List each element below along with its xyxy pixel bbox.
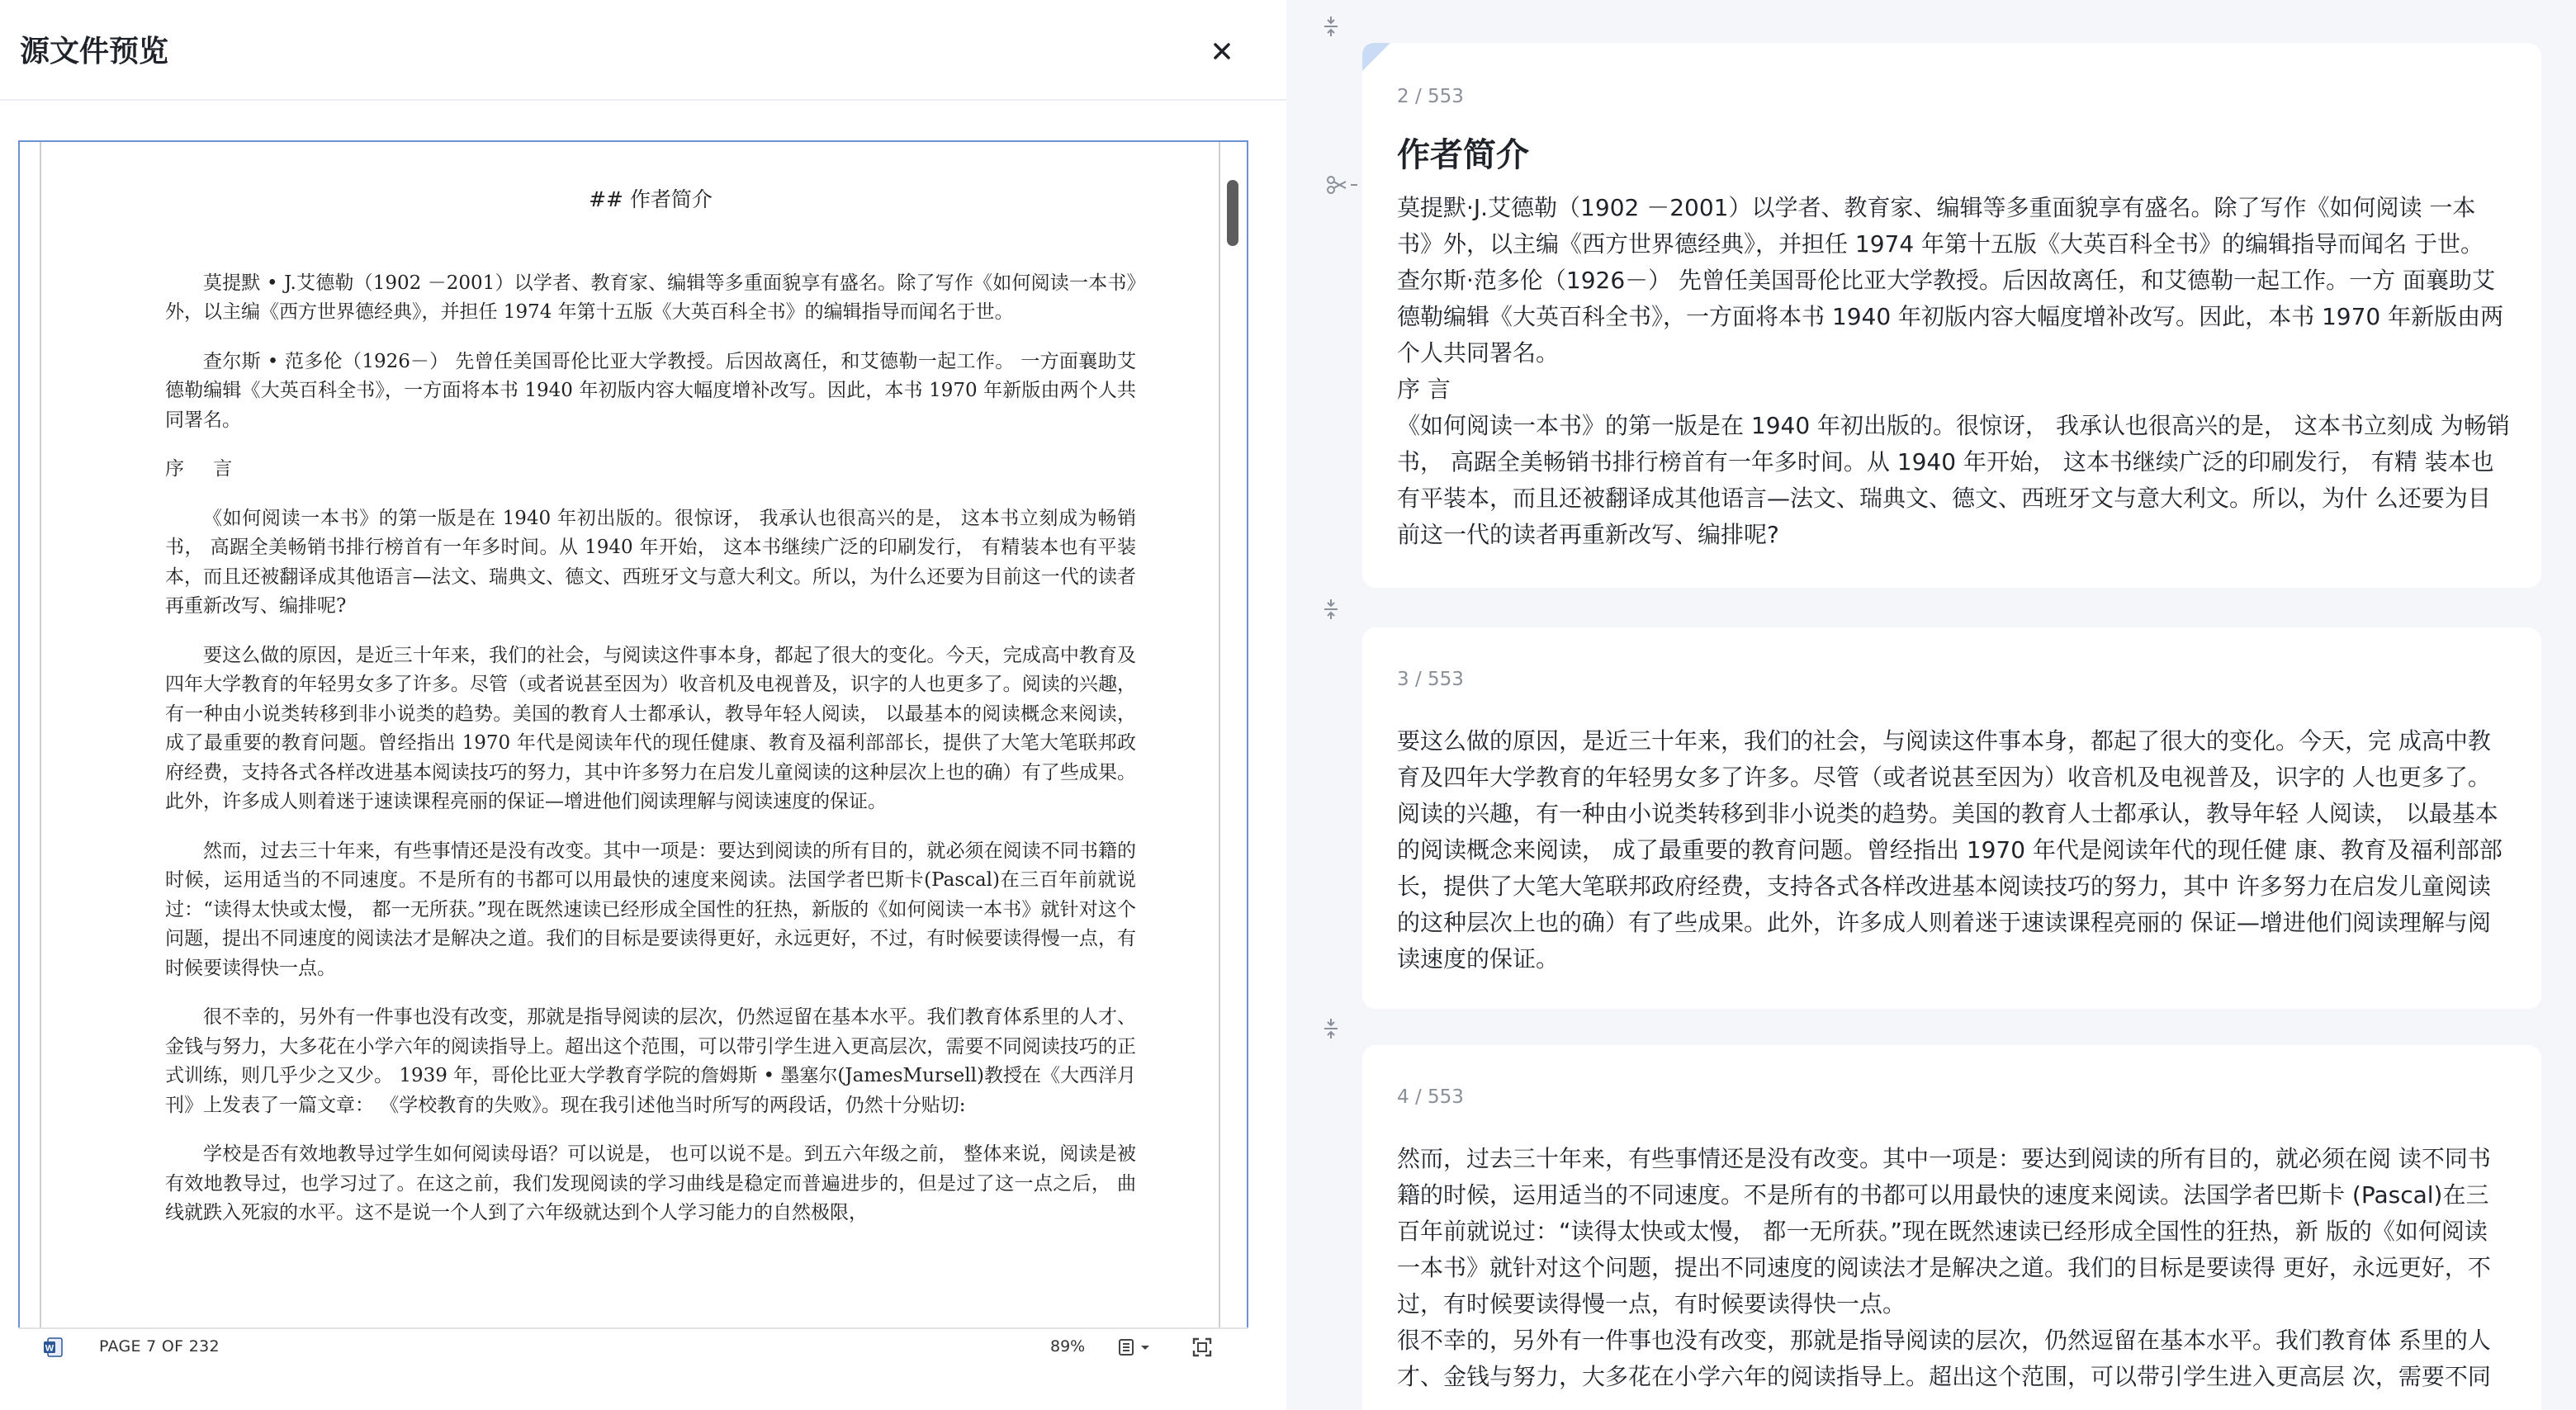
doc-paragraph: 莫提默 • J.艾德勒（1902 －2001）以学者、教育家、编辑等多重面貌享有盛名。除了写作《如何阅读一本书》外，以主编《西方世界德经典》，并担任 1974 年第十五版《大英百科全书》的编辑指导而闻名于世。 <box>165 272 1136 323</box>
merge-icon[interactable] <box>1319 598 1342 621</box>
chunk-line: 查尔斯·范多伦（1926－） 先曾任美国哥伦比亚大学教授。后因故离任，和艾德勒一起工作。一方 面襄助艾德勒编辑《大英百科全书》，一方面将本书 1940 年初版内容大幅度增补改写。因此，本书 1970 年新版由两个人共同署名。 <box>1397 267 2504 367</box>
chunk-line: 很不幸的，另外有一件事也没有改变，那就是指导阅读的层次，仍然逗留在基本水平。我们教育体 系里的人才、金钱与努力，大多花在小学六年的阅读指导上。超出这个范围，可以带引学生进入更高层 次，需要不同 <box>1397 1327 2491 1390</box>
doc-heading: ## 作者简介 <box>589 187 713 211</box>
preview-header <box>0 0 1286 101</box>
zoom-level[interactable]: 89% <box>1050 1337 1086 1356</box>
document-viewer[interactable] <box>18 140 1248 1360</box>
close-button[interactable] <box>1207 36 1237 66</box>
fullscreen-icon <box>1191 1336 1214 1359</box>
doc-preface-label: 序 言 <box>165 458 244 480</box>
word-doc-icon <box>41 1336 64 1359</box>
view-mode-icon <box>1116 1336 1161 1359</box>
chunk-title: 作者简介 <box>1397 136 1529 174</box>
document-page <box>40 142 1220 1331</box>
document-scrollbar[interactable] <box>1227 180 1238 246</box>
chunk-card[interactable] <box>1362 627 2541 1009</box>
doc-paragraph: 学校是否有效地教导过学生如何阅读母语？可以说是， 也可以说不是。到五六年级之前， 整体来说，阅读是被有效地教导过，也学习过了。在这之前，我们发现阅读的学习曲线是稳定而普遍进步的，但是过了这一点之后， 曲线就跌入死寂的水平。这不是说一个人到了六年级就达到个人学习能力的自然极限， <box>165 1143 1136 1223</box>
chunk-line: 要这么做的原因，是近三十年来，我们的社会，与阅读这件事本身，都起了很大的变化。今天，完 成高中教育及四年大学教育的年轻男女多了许多。尽管（或者说甚至因为）收音机及电视普及，识字的 人也更多了。阅读的兴趣，有一种由小说类转移到非小说类的趋势。美国的教育人士都承认，教导年轻 人阅读， 以最基本的阅读概念来阅读， 成了最重要的教育问题。曾经指出 1970 年代是阅读年代的现任健 康、教育及福利部部长，提供了大笔大笔联邦政府经费，支持各式各样改进基本阅读技巧的努力，其中 许多努力在启发儿童阅读的这种层次上也的确）有了些成果。此外，许多成人则着迷于速读课程亮丽的 保证—增进他们阅读理解与阅读速度的保证。 <box>1397 727 2503 972</box>
chunk-index: 4 / 553 <box>1397 1086 1464 1108</box>
merge-icon[interactable] <box>1319 15 1342 38</box>
close-icon <box>1207 36 1237 66</box>
chunk-content <box>1397 132 2510 553</box>
chunk-index: 2 / 553 <box>1397 86 1464 107</box>
chunk-index: 3 / 553 <box>1397 669 1464 690</box>
selected-corner-tag <box>1362 43 1390 71</box>
doc-paragraph: 很不幸的，另外有一件事也没有改变，那就是指导阅读的层次，仍然逗留在基本水平。我们教育体系里的人才、金钱与努力，大多花在小学六年的阅读指导上。超出这个范围，可以带引学生进入更高层次，需要不同阅读技巧的正式训练，则几乎少之又少。 1939 年，哥伦比亚大学教育学院的詹姆斯 • 墨塞尔(JamesMursell)教授在《大西洋月刊》上发表了一篇文章： 《学校教育的失败》。现在我引述他当时所写的两段话，仍然十分贴切: <box>165 1006 1136 1116</box>
doc-paragraph: 《如何阅读一本书》的第一版是在 1940 年初出版的。很惊讶， 我承认也很高兴的是， 这本书立刻成为畅销书， 高踞全美畅销书排行榜首有一年多时间。从 1940 年开始， 这本书继续广泛的印刷发行， 有精装本也有平装本，而且还被翻译成其他语言—法文、瑞典文、德文、西班牙文与意大利文。所以，为什么还要为目前这一代的读者再重新改写、编排呢? <box>165 507 1136 617</box>
doc-paragraph: 查尔斯 • 范多伦（1926－） 先曾任美国哥伦比亚大学教授。后因故离任，和艾德勒一起工作。 一方面襄助艾德勒编辑《大英百科全书》，一方面将本书 1940 年初版内容大幅度增补改写。因此，本书 1970 年新版由两个人共同署名。 <box>165 350 1136 431</box>
document-footer-toolbar <box>18 1327 1248 1364</box>
chunk-line: 然而，过去三十年来，有些事情还是没有改变。其中一项是：要达到阅读的所有目的，就必须在阅 读不同书籍的时候，运用适当的不同速度。不是所有的书都可以用最快的速度来阅读。法国学者巴斯卡 (Pascal)在三百年前就说过：“读得太快或太慢， 都一无所获。”现在既然速读已经形成全国性的狂热，新 版的《如何阅读一本书》就针对这个问题，提出不同速度的阅读法才是解决之道。我们的目标是要读得 更好，永远更好，不过，有时候要读得慢一点，有时候要读得快一点。 <box>1397 1145 2491 1318</box>
preview-title: 源文件预览 <box>20 35 169 69</box>
chunk-content <box>1397 1141 2510 1395</box>
view-mode-button[interactable] <box>1116 1336 1161 1359</box>
chunk-line: 莫提默·J.艾德勒（1902 －2001）以学者、教育家、编辑等多重面貌享有盛名。除了写作《如何阅读 一本书》外，以主编《西方世界德经典》，并担任 1974 年第十五版《大英百科全书》的编辑指导而闻名 于世。 <box>1397 194 2484 258</box>
chunk-card[interactable] <box>1362 1045 2541 1410</box>
page-indicator: PAGE 7 OF 232 <box>99 1337 220 1356</box>
doc-paragraph: 然而，过去三十年来，有些事情还是没有改变。其中一项是：要达到阅读的所有目的，就必须在阅读不同书籍的时候，运用适当的不同速度。不是所有的书都可以用最快的速度来阅读。法国学者巴斯卡(Pascal)在三百年前就说过：“读得太快或太慢， 都一无所获。”现在既然速读已经形成全国性的狂热，新版的《如何阅读一本书》就针对这个问题，提出不同速度的阅读法才是解决之道。我们的目标是要读得更好，永远更好，不过，有时候要读得慢一点，有时候要读得快一点。 <box>165 840 1136 979</box>
chunk-line: 序 言 <box>1397 376 1451 403</box>
document-content <box>165 185 1136 1248</box>
source-preview-pane <box>0 0 1286 1410</box>
doc-paragraph: 要这么做的原因，是近三十年来，我们的社会，与阅读这件事本身，都起了很大的变化。今天，完成高中教育及四年大学教育的年轻男女多了许多。尽管（或者说甚至因为）收音机及电视普及，识字的人也更多了。阅读的兴趣，有一种由小说类转移到非小说类的趋势。美国的教育人士都承认，教导年轻人阅读， 以最基本的阅读概念来阅读， 成了最重要的教育问题。曾经指出 1970 年代是阅读年代的现任健康、教育及福利部部长，提供了大笔大笔联邦政府经费，支持各式各样改进基本阅读技巧的努力，其中许多努力在启发儿童阅读的这种层次上也的确）有了些成果。此外，许多成人则着迷于速读课程亮丽的保证—增进他们阅读理解与阅读速度的保证。 <box>165 644 1136 812</box>
chunk-line: 《如何阅读一本书》的第一版是在 1940 年初出版的。很惊讶， 我承认也很高兴的是， 这本书立刻成 为畅销书， 高踞全美畅销书排行榜首有一年多时间。从 1940 年开始， 这本书继续广泛的印刷发行， 有精 装本也有平装本，而且还被翻译成其他语言—法文、瑞典文、德文、西班牙文与意大利文。所以，为什 么还要为目前这一代的读者再重新改写、编排呢? <box>1397 412 2510 548</box>
svg-text:W: W <box>45 1343 54 1354</box>
chunk-card[interactable] <box>1362 43 2541 588</box>
merge-icon[interactable] <box>1319 1017 1342 1040</box>
chunk-list-pane[interactable] <box>1286 0 2576 1410</box>
fullscreen-button[interactable] <box>1191 1336 1214 1359</box>
chunk-content <box>1397 723 2510 977</box>
